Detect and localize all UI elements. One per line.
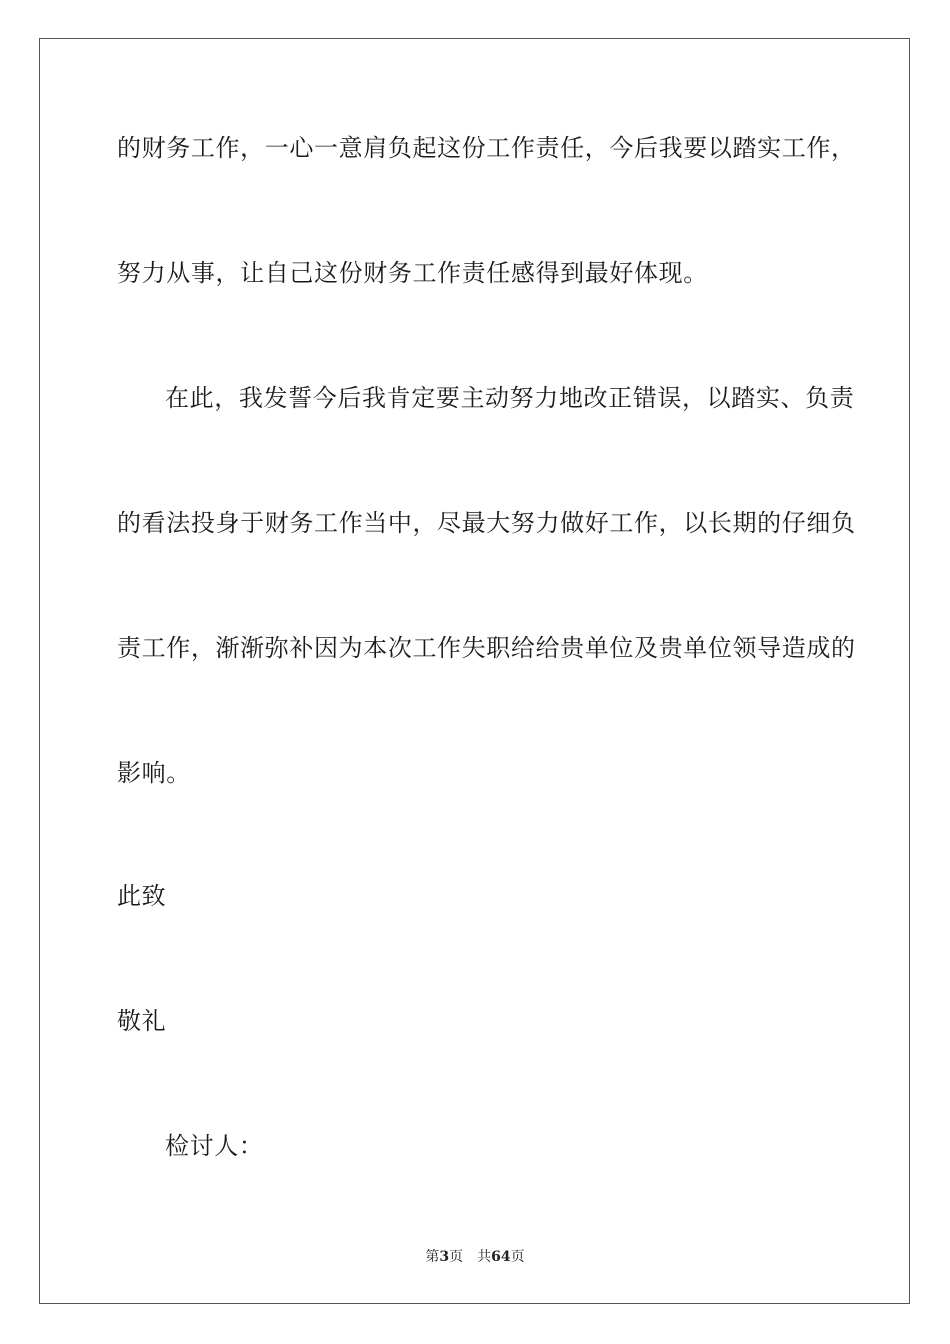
page-footer: [0, 1248, 950, 1266]
signature-label: 检讨人：: [165, 1132, 264, 1160]
footer-page-prefix: 第: [425, 1249, 440, 1265]
body-line-2: 努力从事，让自己这份财务工作责任感得到最好体现。: [117, 259, 708, 287]
page-border: [39, 38, 910, 1304]
footer-page-number: 3: [439, 1249, 450, 1265]
body-line-6: 影响。: [117, 759, 191, 787]
body-line-4: 的看法投身于财务工作当中，尽最大努力做好工作，以长期的仔细负: [117, 509, 856, 537]
body-line-3: 在此，我发誓今后我肯定要主动努力地改正错误，以踏实、负责: [165, 384, 855, 412]
footer-total-prefix: 共: [477, 1249, 492, 1265]
closing-salutation: 此致: [117, 882, 167, 910]
footer-total-suffix: 页: [510, 1249, 525, 1265]
body-line-1: 的财务工作，一心一意肩负起这份工作责任，今后我要以踏实工作，: [117, 134, 856, 162]
body-line-5: 责工作，渐渐弥补因为本次工作失职给给贵单位及贵单位领导造成的: [117, 634, 856, 662]
closing-regards: 敬礼: [117, 1007, 167, 1035]
footer-page-suffix: 页: [449, 1249, 464, 1265]
footer-total-pages: 64: [491, 1249, 511, 1265]
